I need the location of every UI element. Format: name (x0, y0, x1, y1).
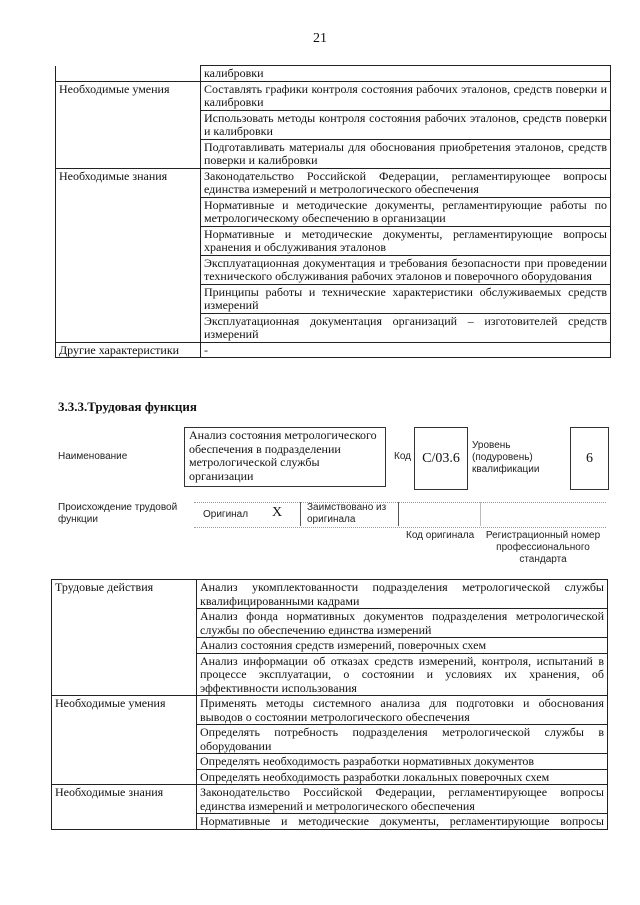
row-text: Нормативные и методические документы, регламентирующие вопросы (197, 814, 608, 830)
row-text: Нормативные и методические документы, регламентирующие вопросы хранения и обслуживания эталонов (201, 226, 611, 255)
original-mark: X (272, 505, 283, 520)
function-code-box: С/03.6 (414, 427, 468, 490)
row-text: Составлять графики контроля состояния рабочих эталонов, средств поверки и калибровки (201, 81, 611, 110)
row-label-actions: Трудовые действия (52, 580, 197, 696)
table-row (56, 66, 611, 82)
row-text: Законодательство Российской Федерации, регламентирующее вопросы единства измерений и метрологического обеспечения (197, 785, 608, 814)
page-number: 21 (313, 31, 327, 46)
row-text: Эксплуатационная документация организаций – изготовителей средств измерений (201, 313, 611, 342)
row-label-other: Другие характеристики (56, 342, 201, 358)
origin-code-label: Код оригинала (406, 530, 475, 541)
reg-number-label: Регистрационный номер профессионального стандарта (485, 530, 601, 565)
divider (300, 502, 301, 526)
origin-row (194, 502, 606, 528)
table-row (52, 580, 608, 609)
qualification-level-box: 6 (570, 427, 609, 490)
divider (480, 502, 481, 526)
table-row (56, 342, 611, 358)
divider (398, 502, 399, 526)
labor-function-table (51, 579, 608, 830)
row-text: Анализ укомплектованности подразделения метрологической службы квалифицированными кадрами (197, 580, 608, 609)
row-text: Подготавливать материалы для обоснования приобретения эталонов, средств поверки и калибровки (201, 139, 611, 168)
row-text: Анализ фонда нормативных документов подразделения метрологической службы по обеспечению единства измерений (197, 609, 608, 638)
row-text: Определять необходимость разработки локальных поверочных схем (197, 769, 608, 785)
row-label-skills: Необходимые умения (52, 696, 197, 785)
borrowed-label: Заимствовано из оригинала (307, 502, 387, 525)
top-requirements-table (55, 65, 611, 358)
row-label (56, 66, 201, 82)
row-text: Определять необходимость разработки нормативных документов (197, 754, 608, 770)
row-text: Законодательство Российской Федерации, регламентирующее вопросы единства измерений и метрологического обеспечения (201, 168, 611, 197)
code-label: Код (394, 451, 412, 462)
row-text: - (201, 342, 611, 358)
row-text: Принципы работы и технические характеристики обслуживаемых средств измерений (201, 284, 611, 313)
function-name-box: Анализ состояния метрологического обеспечения в подразделении метрологической службы организации (184, 427, 386, 487)
row-label-knowledge: Необходимые знания (56, 168, 201, 342)
name-label: Наименование (58, 451, 128, 462)
original-label: Оригинал (203, 509, 249, 520)
row-text: Анализ состояния средств измерений, поверочных схем (197, 638, 608, 654)
row-text: Использовать методы контроля состояния рабочих эталонов, средств поверки и калибровки (201, 110, 611, 139)
row-text: Нормативные и методические документы, регламентирующие работы по метрологическому обеспечению в организации (201, 197, 611, 226)
row-text: Применять методы системного анализа для подготовки и обоснования выводов о состоянии метрологического обеспечения (197, 696, 608, 725)
row-text: калибровки (201, 66, 611, 82)
table-row (52, 696, 608, 725)
row-label-knowledge: Необходимые знания (52, 785, 197, 830)
table-row (56, 168, 611, 197)
level-label: Уровень (подуровень) квалификации (472, 440, 540, 475)
origin-label: Происхождение трудовой функции (58, 502, 178, 525)
row-text: Эксплуатационная документация и требования безопасности при проведении технического обслуживания рабочих эталонов и поверочного оборудования (201, 255, 611, 284)
table-row (52, 785, 608, 814)
row-text: Анализ информации об отказах средств измерений, контроля, испытаний в процессе эксплуатации, о состоянии и условиях их хранения, об эффективности использования (197, 653, 608, 696)
row-text: Определять потребность подразделения метрологической службы в оборудовании (197, 725, 608, 754)
table-row (56, 81, 611, 110)
section-heading: 3.3.3.Трудовая функция (58, 399, 197, 414)
row-label-skills: Необходимые умения (56, 81, 201, 168)
